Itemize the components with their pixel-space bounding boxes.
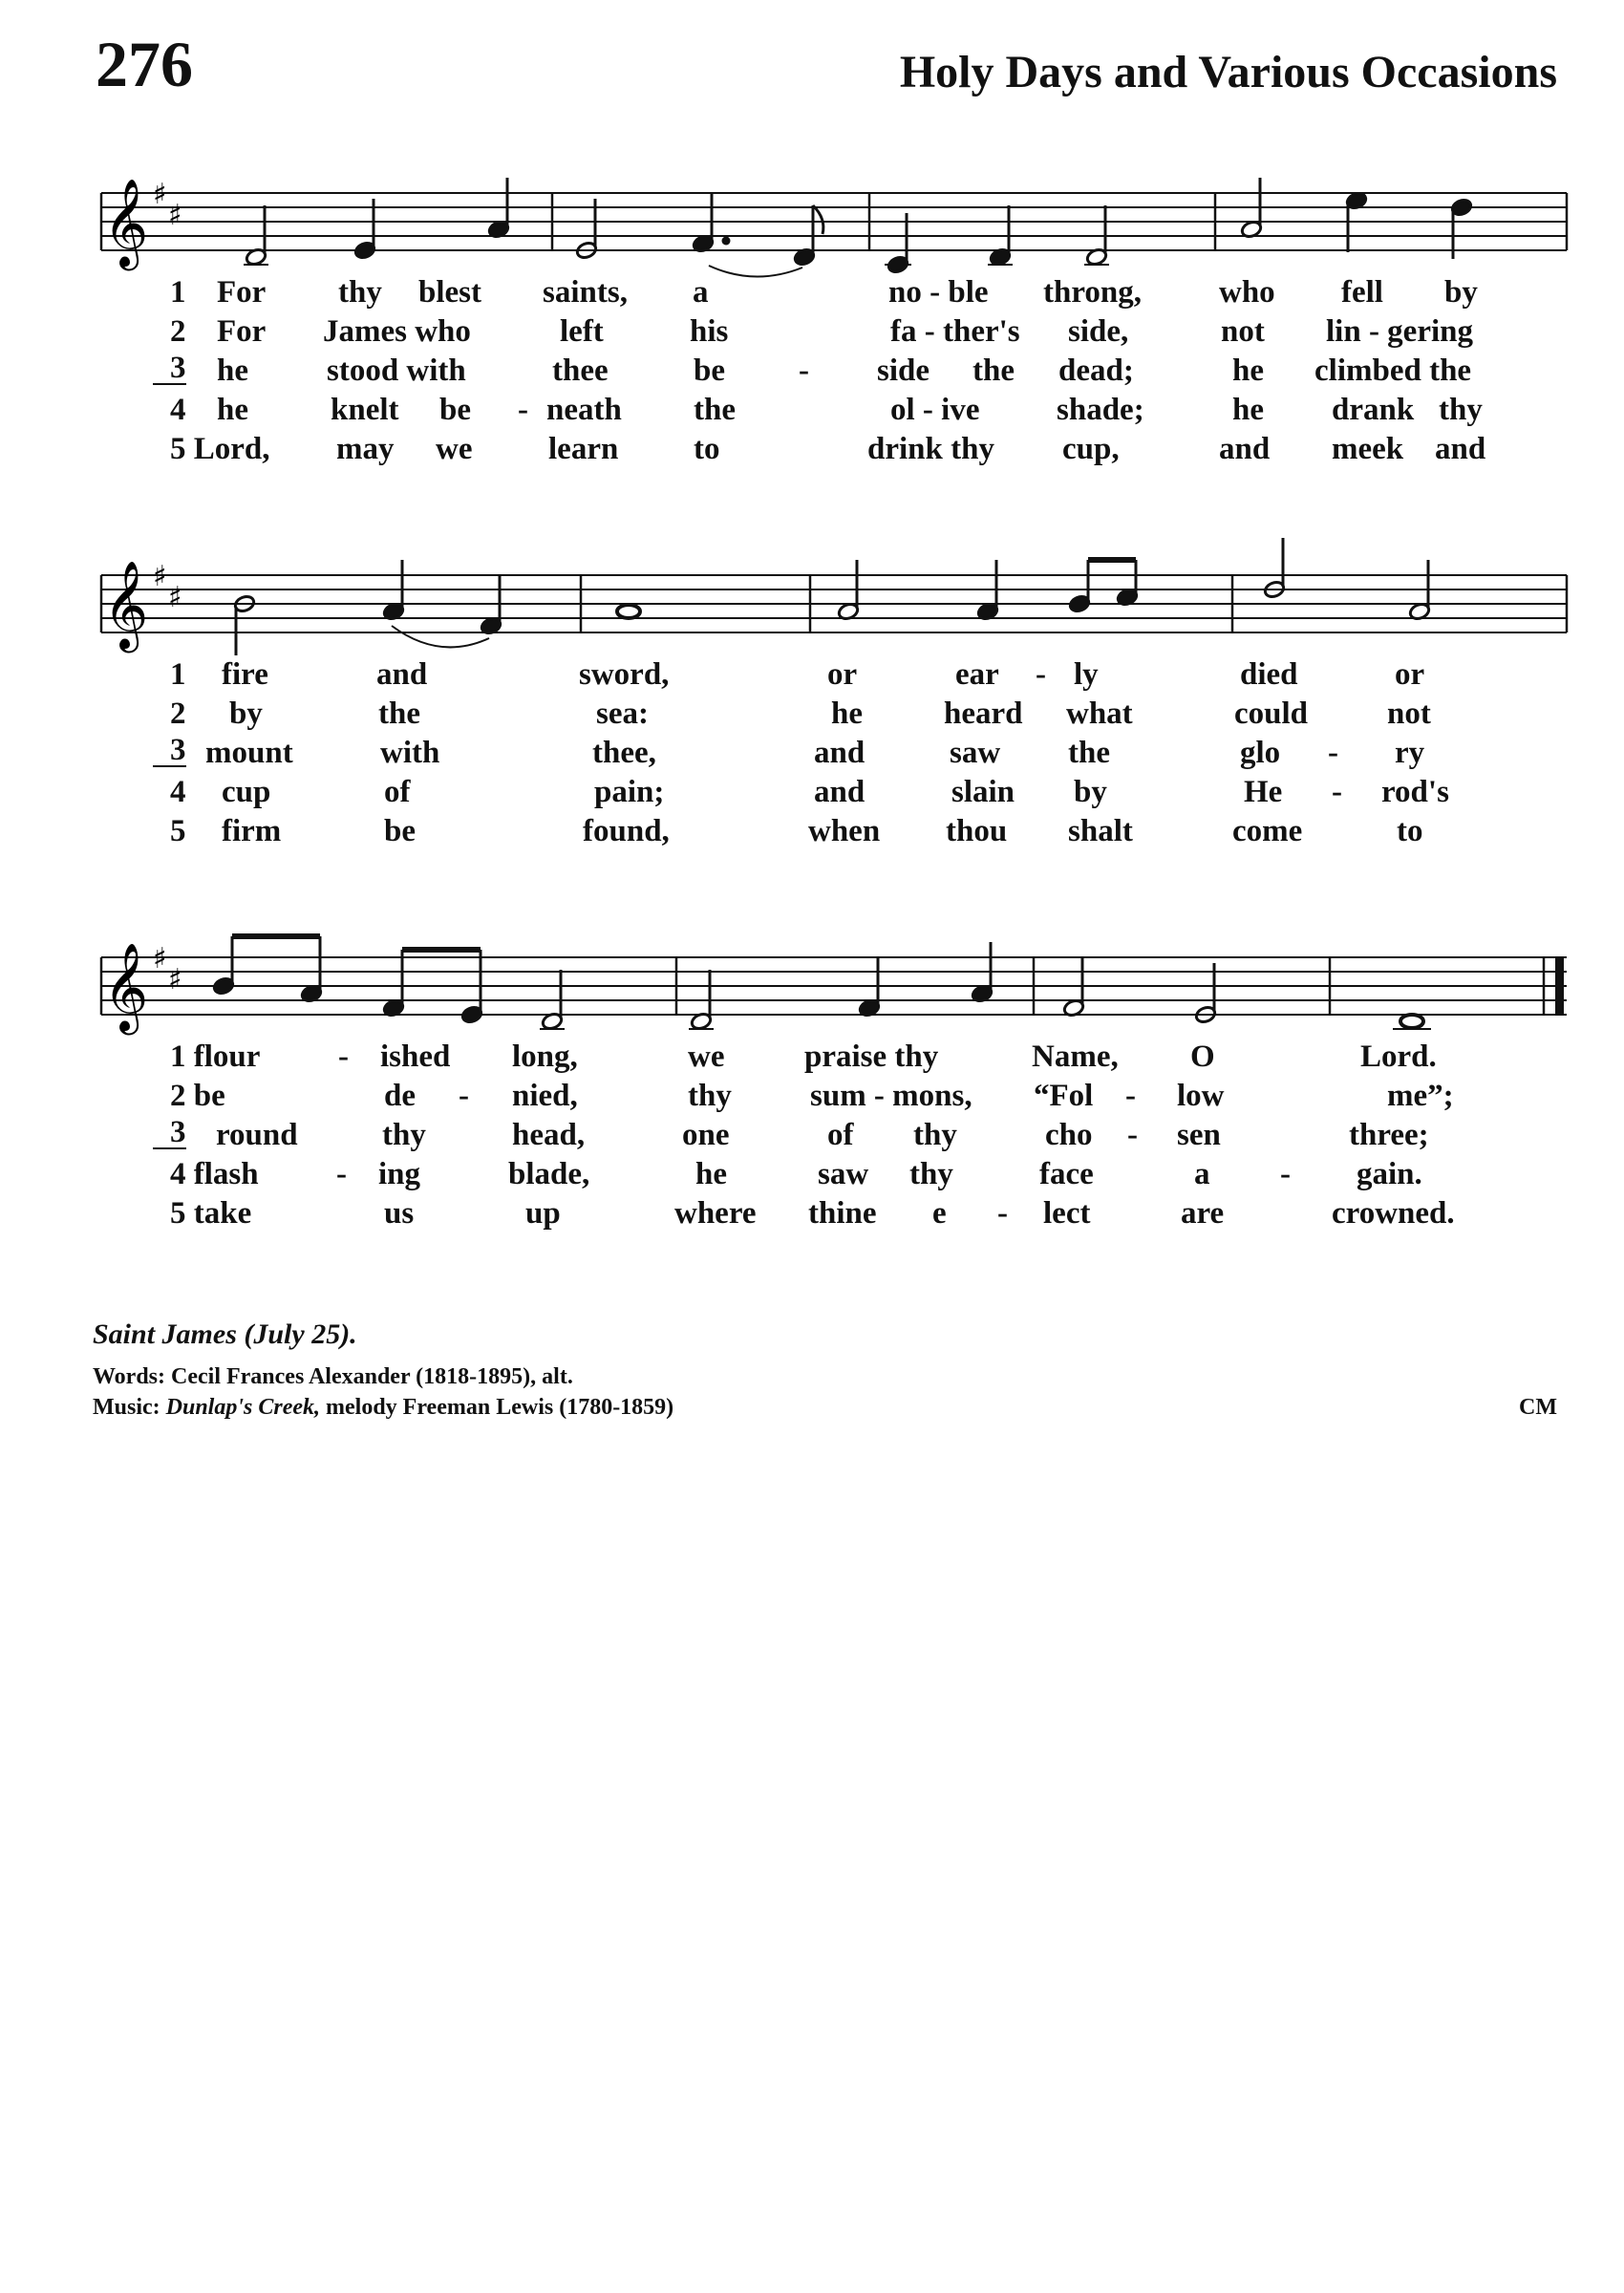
syllable: may — [336, 432, 395, 466]
syllable: He — [1244, 775, 1283, 809]
syllable: - — [336, 1157, 347, 1191]
music-credit-suffix: melody Freeman Lewis (1780-1859) — [320, 1395, 674, 1420]
lyric-line-s3-v2 — [0, 1079, 1624, 1117]
syllable: and — [1219, 432, 1271, 466]
syllable: the — [378, 696, 420, 731]
verse-number: 3 — [153, 1118, 186, 1149]
syllable: of — [384, 775, 411, 809]
syllable: sea: — [596, 696, 649, 731]
verse-number: 3 — [153, 354, 186, 385]
syllable: thou — [946, 814, 1008, 848]
verse-number: 3 — [153, 736, 186, 767]
verse-number: 5 take — [170, 1196, 252, 1231]
syllable: ol - ive — [890, 393, 980, 427]
syllable: a — [1194, 1157, 1210, 1191]
syllable: by — [229, 696, 263, 731]
syllable: firm — [222, 814, 282, 848]
syllable: shade; — [1057, 393, 1144, 427]
lyric-line-s2-v1 — [0, 657, 1624, 696]
slur — [392, 626, 489, 647]
syllable: me”; — [1387, 1079, 1454, 1113]
syllable: we — [688, 1039, 725, 1074]
syllable: O — [1190, 1039, 1215, 1074]
syllable: sum - mons, — [810, 1079, 972, 1113]
final-barline — [1555, 957, 1564, 1015]
key-sharp-f: ♯ — [153, 178, 167, 211]
syllable: he — [217, 393, 248, 427]
syllable: thy — [338, 275, 382, 310]
syllable: - — [459, 1079, 469, 1113]
syllable: found, — [583, 814, 670, 848]
syllable: ly — [1074, 657, 1099, 692]
syllable: cup, — [1062, 432, 1120, 466]
syllable: cho — [1045, 1118, 1093, 1152]
syllable: up — [525, 1196, 561, 1231]
syllable: gain. — [1357, 1157, 1422, 1191]
key-sharp-f: ♯ — [153, 560, 167, 593]
syllable: de — [384, 1079, 416, 1113]
syllable: saw — [950, 736, 1001, 770]
lyric-line-s1-v3 — [0, 351, 1624, 392]
syllable: died — [1240, 657, 1298, 692]
verse-number: 2 — [170, 696, 186, 731]
words-credit: Words: Cecil Frances Alexander (1818-1895), alt. — [93, 1364, 573, 1389]
syllable: sen — [1177, 1118, 1221, 1152]
syllable: not — [1387, 696, 1431, 731]
syllable: nied, — [512, 1079, 578, 1113]
syllable: meek — [1332, 432, 1404, 466]
syllable: not — [1221, 314, 1265, 349]
syllable: - — [1125, 1079, 1136, 1113]
syllable: face — [1039, 1157, 1094, 1191]
verse-number: 4 — [170, 393, 186, 427]
syllable: he — [831, 696, 863, 731]
key-sharp-c: ♯ — [168, 963, 182, 996]
syllable: praise thy — [804, 1039, 939, 1074]
syllable: rod's — [1381, 775, 1449, 809]
verse-number: 1 — [170, 275, 186, 310]
note-whole — [617, 605, 640, 618]
syllable: dead; — [1058, 354, 1134, 388]
lyric-line-s1-v5 — [0, 432, 1624, 470]
syllable: James who — [323, 314, 471, 349]
syllable: he — [1232, 393, 1264, 427]
syllable: - — [1328, 736, 1338, 770]
syllable: ished — [380, 1039, 451, 1074]
syllable: to — [1397, 814, 1423, 848]
syllable: where — [674, 1196, 757, 1231]
syllable: the — [694, 393, 736, 427]
syllable: sword, — [579, 657, 670, 692]
syllable: shalt — [1068, 814, 1133, 848]
syllable: For — [217, 314, 267, 349]
music-credit-prefix: Music: — [93, 1395, 166, 1420]
syllable: ear — [955, 657, 999, 692]
syllable: could — [1234, 696, 1309, 731]
syllable: thee — [552, 354, 609, 388]
music-credit — [93, 1395, 673, 1421]
syllable: lect — [1043, 1196, 1091, 1231]
syllable: we — [436, 432, 473, 466]
syllable: he — [217, 354, 248, 388]
syllable: - — [799, 354, 809, 388]
syllable: be — [439, 393, 471, 427]
occasion-note: Saint James (July 25). — [93, 1318, 357, 1350]
syllable: low — [1177, 1079, 1225, 1113]
syllable: saw — [818, 1157, 869, 1191]
syllable: heard — [944, 696, 1023, 731]
syllable: lin - gering — [1326, 314, 1473, 349]
syllable: when — [808, 814, 881, 848]
syllable: - — [1332, 775, 1342, 809]
hymn-number: 276 — [96, 28, 193, 100]
verse-number: 2 — [170, 314, 186, 349]
key-sharp-c: ♯ — [168, 581, 182, 614]
syllable: throng, — [1043, 275, 1142, 310]
lyric-line-s3-v5 — [0, 1196, 1624, 1234]
syllable: thy — [913, 1118, 957, 1152]
syllable: of — [827, 1118, 854, 1152]
verse-number: 5 Lord, — [170, 432, 270, 466]
syllable: slain — [951, 775, 1015, 809]
syllable: fire — [222, 657, 268, 692]
syllable: Name, — [1032, 1039, 1119, 1074]
syllable: who — [1219, 275, 1275, 310]
syllable: drank — [1332, 393, 1415, 427]
lyric-line-s2-v4 — [0, 775, 1624, 813]
syllable: the — [1068, 736, 1110, 770]
verse-number: 4 flash — [170, 1157, 259, 1191]
syllable: ry — [1395, 736, 1425, 770]
syllable: saints, — [543, 275, 628, 310]
syllable: the — [972, 354, 1015, 388]
syllable: by — [1074, 775, 1107, 809]
syllable: a — [693, 275, 709, 310]
syllable: glo — [1240, 736, 1281, 770]
lyric-line-s2-v2 — [0, 696, 1624, 735]
syllable: fa - ther's — [890, 314, 1020, 349]
syllable: blest — [418, 275, 481, 310]
verse-number: 5 — [170, 814, 186, 848]
meter-label: CM — [1519, 1395, 1557, 1420]
syllable: - — [997, 1196, 1008, 1231]
syllable: For — [217, 275, 267, 310]
syllable: - — [518, 393, 528, 427]
syllable: thee, — [592, 736, 656, 770]
notes — [233, 538, 1431, 655]
syllable: and — [814, 736, 865, 770]
syllable: thy — [909, 1157, 953, 1191]
syllable: stood with — [327, 354, 466, 388]
syllable: round — [216, 1118, 298, 1152]
verse-number: 1 flour — [170, 1039, 261, 1074]
syllable: come — [1232, 814, 1303, 848]
syllable: thy — [382, 1118, 426, 1152]
syllable: cup — [222, 775, 271, 809]
syllable: thy — [1439, 393, 1483, 427]
syllable: and — [1435, 432, 1486, 466]
syllable: knelt — [331, 393, 399, 427]
syllable: side, — [1068, 314, 1129, 349]
lyric-line-s3-v3 — [0, 1115, 1624, 1156]
syllable: head, — [512, 1118, 586, 1152]
section-title: Holy Days and Various Occasions — [899, 47, 1557, 97]
syllable: pain; — [594, 775, 665, 809]
syllable: long, — [512, 1039, 578, 1074]
syllable: be — [384, 814, 416, 848]
syllable: thy — [688, 1079, 732, 1113]
lyric-line-s1-v1 — [0, 275, 1624, 313]
syllable: ing — [378, 1157, 421, 1191]
lyric-line-s3-v1 — [0, 1039, 1624, 1078]
syllable: and — [814, 775, 865, 809]
lyric-line-s2-v3 — [0, 733, 1624, 774]
syllable: mount — [205, 736, 293, 770]
verse-number: 2 be — [170, 1079, 225, 1113]
treble-clef-icon: 𝄞 — [103, 560, 149, 649]
syllable: no - ble — [888, 275, 989, 310]
syllable: fell — [1341, 275, 1383, 310]
syllable: - — [1280, 1157, 1291, 1191]
syllable: what — [1066, 696, 1133, 731]
syllable: crowned. — [1332, 1196, 1455, 1231]
syllable: blade, — [508, 1157, 590, 1191]
syllable: his — [690, 314, 729, 349]
verse-number: 1 — [170, 657, 186, 692]
treble-clef-icon: 𝄞 — [103, 942, 149, 1031]
syllable: or — [1395, 657, 1425, 692]
syllable: learn — [548, 432, 619, 466]
syllable: be — [694, 354, 725, 388]
syllable: he — [1232, 354, 1264, 388]
syllable: - — [338, 1039, 349, 1074]
syllable: neath — [546, 393, 622, 427]
syllable: are — [1181, 1196, 1225, 1231]
syllable: to — [694, 432, 720, 466]
syllable: by — [1444, 275, 1478, 310]
syllable: one — [682, 1118, 730, 1152]
lyric-line-s2-v5 — [0, 814, 1624, 852]
lyric-line-s1-v4 — [0, 393, 1624, 431]
syllable: or — [827, 657, 858, 692]
syllable: he — [695, 1157, 727, 1191]
syllable: three; — [1349, 1118, 1429, 1152]
key-sharp-f: ♯ — [153, 942, 167, 975]
syllable: with — [380, 736, 440, 770]
syllable: - — [1127, 1118, 1138, 1152]
syllable: Lord. — [1360, 1039, 1437, 1074]
syllable: side — [877, 354, 930, 388]
note-whole — [1400, 1015, 1423, 1028]
syllable: - — [1036, 657, 1046, 692]
syllable: drink thy — [867, 432, 994, 466]
key-sharp-c: ♯ — [168, 199, 182, 232]
syllable: and — [376, 657, 428, 692]
syllable: e — [932, 1196, 947, 1231]
syllable: us — [384, 1196, 415, 1231]
syllable: thine — [808, 1196, 877, 1231]
notes — [212, 936, 1431, 1031]
tune-name: Dunlap's Creek, — [165, 1395, 321, 1420]
lyric-line-s1-v2 — [0, 314, 1624, 353]
syllable: climbed the — [1314, 354, 1472, 388]
lyric-line-s3-v4 — [0, 1157, 1624, 1195]
treble-clef-icon: 𝄞 — [103, 178, 149, 267]
verse-number: 4 — [170, 775, 186, 809]
syllable: “Fol — [1034, 1079, 1094, 1113]
syllable: left — [560, 314, 604, 349]
